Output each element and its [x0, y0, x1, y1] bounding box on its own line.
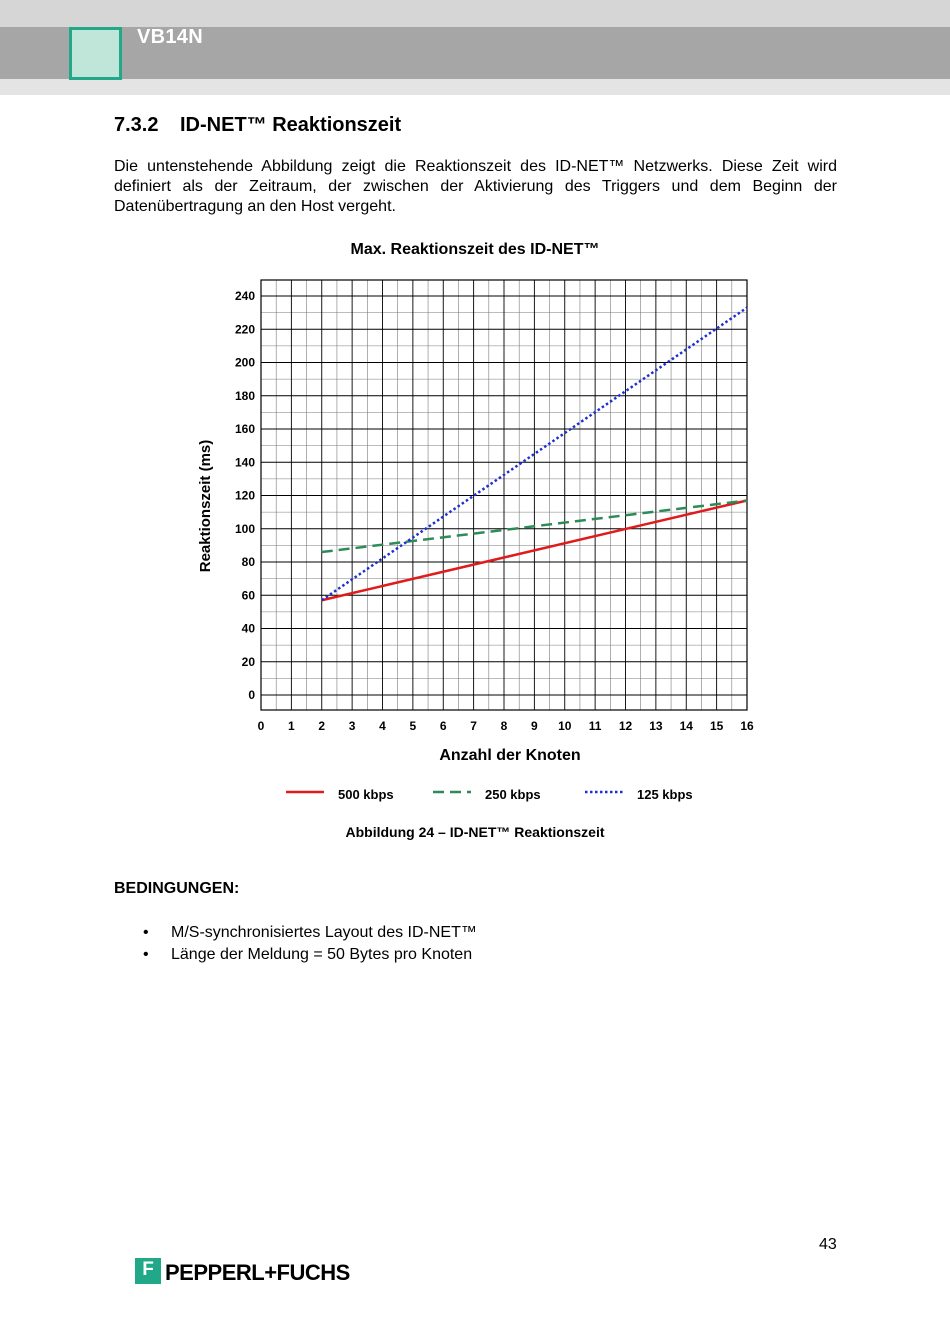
list-item	[114, 944, 477, 966]
y-tick-label: 60	[241, 588, 255, 603]
x-tick-label: 14	[679, 719, 693, 733]
x-tick-label: 11	[588, 719, 602, 733]
legend-label: 500 kbps	[338, 787, 394, 802]
y-tick-label: 240	[234, 289, 255, 303]
legend-label: 250 kbps	[485, 787, 541, 802]
response-time-chart	[0, 230, 950, 822]
bullet-marker: •	[143, 924, 149, 941]
conditions-heading: BEDINGUNGEN:	[114, 880, 240, 897]
y-tick-label: 160	[234, 422, 255, 436]
intro-paragraph: Die untenstehende Abbildung zeigt die Reaktionszeit des ID-NET™ Netzwerks. Diese Zeit wird definiert als der Zeitraum, der zwischen der Aktivierung des Triggers und dem Beginn der Datenübertragung an den Host vergeht.	[114, 158, 837, 215]
x-tick-label: 1	[288, 719, 295, 733]
chart-x-tick-labels	[258, 719, 754, 733]
x-tick-label: 12	[618, 719, 633, 733]
section-heading	[114, 114, 401, 137]
header-lower-strip	[0, 79, 950, 95]
list-item-text: M/S-synchronisiertes Layout des ID-NET™	[171, 924, 477, 941]
x-tick-label: 8	[500, 719, 508, 733]
x-tick-label: 2	[318, 719, 326, 733]
y-tick-label: 0	[248, 688, 255, 702]
y-tick-label: 100	[234, 521, 255, 536]
x-tick-label: 10	[558, 719, 572, 733]
document-title: VB14N	[137, 26, 203, 48]
x-tick-label: 4	[379, 719, 386, 733]
y-tick-label: 200	[234, 355, 255, 370]
x-tick-label: 9	[531, 719, 538, 733]
section-number: 7.3.2	[114, 114, 159, 136]
legend-label: 125 kbps	[637, 787, 693, 802]
x-tick-label: 5	[409, 719, 417, 733]
chart-title: Max. Reaktionszeit des ID-NET™	[350, 241, 600, 258]
list-item-text: Länge der Meldung = 50 Bytes pro Knoten	[171, 946, 473, 963]
y-tick-label: 140	[234, 455, 255, 470]
bullet-marker: •	[143, 946, 149, 963]
y-tick-label: 120	[234, 488, 255, 503]
x-tick-label: 16	[740, 719, 754, 733]
list-item	[114, 922, 477, 944]
chart-legend	[286, 787, 693, 802]
chart-y-axis-label: Reaktionszeit (ms)	[197, 439, 214, 573]
chart-y-tick-labels	[235, 289, 255, 702]
x-tick-label: 0	[257, 719, 265, 733]
x-tick-label: 3	[348, 719, 356, 733]
brand-name: PEPPERL+FUCHS	[165, 1260, 350, 1285]
y-tick-label: 180	[234, 388, 255, 403]
y-tick-label: 40	[241, 621, 255, 636]
chart-grid-major	[261, 280, 747, 710]
y-tick-label: 20	[241, 654, 255, 669]
y-tick-label: 220	[234, 322, 255, 337]
x-tick-label: 7	[470, 719, 477, 733]
conditions-list	[114, 922, 477, 966]
figure-caption: Abbildung 24 – ID-NET™ Reaktionszeit	[345, 824, 605, 840]
page-number: 43	[819, 1236, 837, 1253]
header-logo-square	[69, 27, 122, 80]
y-tick-label: 80	[241, 555, 255, 569]
section-title: ID-NET™ Reaktionszeit	[180, 114, 402, 136]
x-tick-label: 6	[439, 719, 447, 733]
header-top-strip	[0, 0, 950, 27]
pepperl-fuchs-logo-icon: F	[135, 1258, 161, 1284]
x-tick-label: 15	[709, 719, 724, 733]
x-tick-label: 13	[649, 719, 663, 733]
chart-x-axis-label: Anzahl der Knoten	[439, 747, 581, 764]
